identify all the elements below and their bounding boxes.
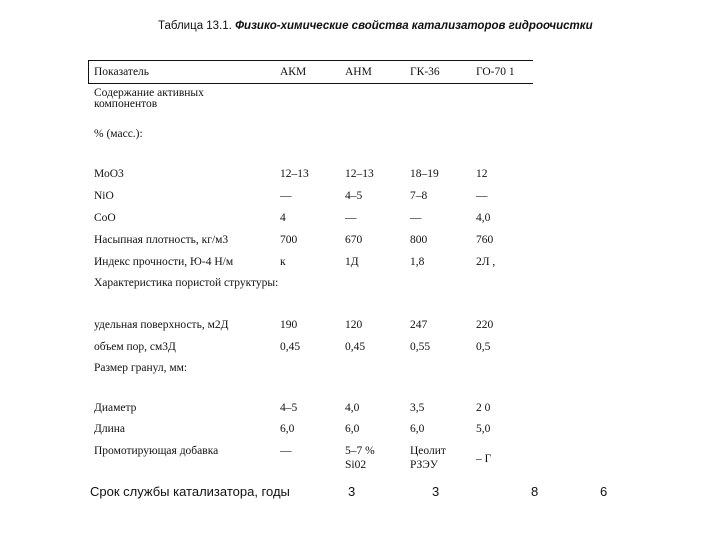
- row-label: Насыпная плотность, кг/м3: [94, 234, 229, 246]
- row-label: Диаметр: [94, 402, 137, 414]
- row-label: Длина: [94, 423, 125, 435]
- cell-anm: —: [345, 212, 357, 224]
- cell-anm: 670: [345, 234, 363, 246]
- caption-title: Физико-химические свойства катализаторов гидроочистки: [235, 20, 593, 32]
- header-anm: АНМ: [345, 66, 372, 78]
- cell-akm: 6,0: [280, 423, 295, 435]
- cell-akm: 190: [280, 319, 298, 331]
- row-label: удельная поверхность, м2Д: [94, 319, 229, 331]
- cell-akm: 4–5: [280, 402, 298, 414]
- row-label: объем пор, см3Д: [94, 341, 176, 353]
- cell-gk36: 0,55: [410, 341, 431, 353]
- header-gk36: ГК-36: [410, 66, 440, 78]
- row-label: Индекс прочности, Ю-4 Н/м: [94, 256, 234, 268]
- cell-anm: 4–5: [345, 190, 363, 202]
- header-indicator: Показатель: [94, 66, 150, 78]
- cell-go70: 2Л ,: [476, 256, 496, 268]
- cell-akm: 700: [280, 234, 298, 246]
- cell-anm-line2: Si02: [345, 459, 367, 471]
- cell-gk36: 18–19: [410, 168, 439, 180]
- row-label: Срок службы катализатора, годы: [90, 484, 290, 499]
- cell-go70: 220: [476, 319, 494, 331]
- cell-gk36: 800: [410, 234, 428, 246]
- cell-go70: 0,5: [476, 341, 491, 353]
- header-akm: АКМ: [280, 66, 307, 78]
- cell-akm: 0,45: [280, 341, 301, 353]
- cell-go70: —: [476, 190, 488, 202]
- cell-go70: 12: [476, 168, 488, 180]
- row-label: МоО3: [94, 168, 124, 180]
- row-label: СоО: [94, 212, 116, 224]
- table-header-row: [88, 60, 533, 84]
- cell-go70: 6: [600, 484, 608, 499]
- section-grain-size: Размер гранул, мм:: [94, 362, 188, 374]
- cell-gk36: 1,8: [410, 256, 425, 268]
- cell-akm: —: [280, 190, 292, 202]
- cell-gk36: 247: [410, 319, 428, 331]
- cell-anm: 0,45: [345, 341, 366, 353]
- cell-anm: 12–13: [345, 168, 374, 180]
- cell-go70: 5,0: [476, 423, 491, 435]
- cell-go70: 2 0: [476, 402, 491, 414]
- cell-akm: 3: [348, 484, 356, 499]
- cell-anm: 5–7 %: [345, 445, 375, 457]
- cell-akm: к: [280, 256, 286, 268]
- cell-anm: 1Д: [345, 256, 359, 268]
- cell-akm: 4: [280, 212, 286, 224]
- row-label: NiO: [94, 190, 114, 202]
- cell-gk36: 3,5: [410, 402, 425, 414]
- cell-gk36: —: [410, 212, 422, 224]
- header-go70: ГО-70 1: [476, 66, 515, 78]
- cell-gk36: Цеолит: [410, 445, 446, 457]
- cell-gk36: 8: [531, 484, 539, 499]
- section-active-components: Содержание активных компонентов: [94, 87, 204, 110]
- cell-anm: 4,0: [345, 402, 360, 414]
- cell-gk36-line2: РЗЭУ: [410, 459, 439, 471]
- cell-go70: 760: [476, 234, 494, 246]
- cell-go70: 4,0: [476, 212, 491, 224]
- cell-anm: 6,0: [345, 423, 360, 435]
- section-percent: % (масс.):: [94, 128, 143, 140]
- cell-akm: —: [280, 445, 292, 457]
- cell-go70: – Г: [476, 453, 492, 465]
- cell-anm: 3: [432, 484, 440, 499]
- caption-prefix: Таблица 13.1.: [158, 20, 236, 32]
- cell-anm: 120: [345, 319, 363, 331]
- table-caption: [158, 20, 638, 32]
- row-label: Промотирующая добавка: [94, 445, 219, 457]
- cell-akm: 12–13: [280, 168, 309, 180]
- section-porous-structure: Характеристика пористой структуры:: [94, 277, 279, 289]
- cell-gk36: 7–8: [410, 190, 428, 202]
- cell-gk36: 6,0: [410, 423, 425, 435]
